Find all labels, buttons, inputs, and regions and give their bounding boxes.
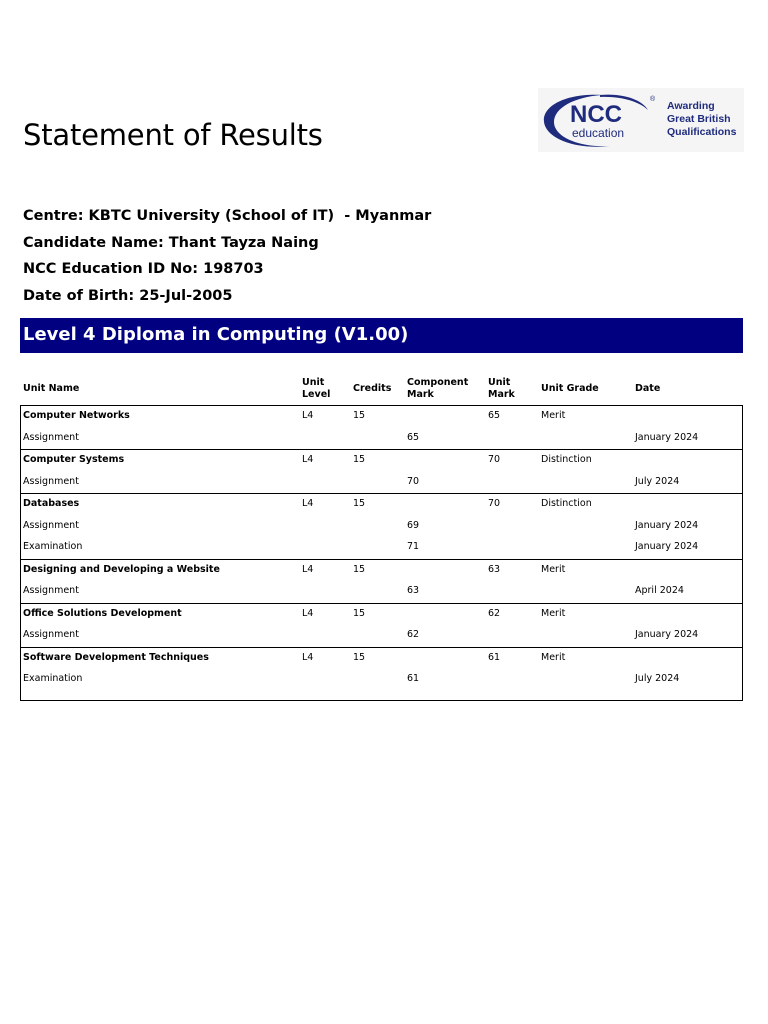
unit-level: L4 xyxy=(302,607,314,619)
unit-group xyxy=(21,449,742,493)
results-table xyxy=(20,405,743,701)
unit-name: Office Solutions Development xyxy=(23,607,182,619)
header-unit-mark: Unit Mark xyxy=(488,377,515,400)
unit-row xyxy=(21,406,742,428)
logo-tagline xyxy=(667,100,736,139)
component-mark: 65 xyxy=(407,431,420,443)
component-date: January 2024 xyxy=(635,629,699,640)
unit-grade: Distinction xyxy=(541,498,592,509)
component-row xyxy=(21,581,742,603)
page-title: Statement of Results xyxy=(23,118,323,152)
component-date: January 2024 xyxy=(635,431,699,443)
unit-row xyxy=(21,450,742,472)
unit-group xyxy=(21,493,742,559)
header-date: Date xyxy=(635,383,661,394)
unit-credits: 15 xyxy=(353,563,366,575)
candidate-info xyxy=(23,206,431,312)
unit-row xyxy=(21,648,742,670)
unit-name: Designing and Developing a Website xyxy=(23,563,220,575)
unit-mark: 62 xyxy=(488,607,501,619)
unit-level: L4 xyxy=(302,563,314,575)
component-type: Assignment xyxy=(23,475,79,487)
unit-mark: 63 xyxy=(488,563,501,575)
unit-name: Databases xyxy=(23,498,80,509)
unit-group xyxy=(21,559,742,603)
registered-mark: ® xyxy=(650,96,656,103)
component-mark: 61 xyxy=(407,673,420,684)
logo-tag-line-3: Qualifications xyxy=(667,126,737,138)
unit-level: L4 xyxy=(302,454,314,465)
component-row xyxy=(21,472,742,494)
logo-tag-line-2: Great British xyxy=(667,113,731,125)
header-credits: Credits xyxy=(353,383,392,394)
component-type: Assignment xyxy=(23,629,79,640)
ncc-swoosh-icon xyxy=(538,88,668,152)
component-row xyxy=(21,625,742,647)
header-unit-level: Unit Level xyxy=(302,377,331,400)
component-date: January 2024 xyxy=(635,541,699,552)
unit-row xyxy=(21,604,742,626)
component-mark: 69 xyxy=(407,519,420,531)
component-type: Assignment xyxy=(23,519,79,531)
logo-tag-line-1: Awarding xyxy=(667,100,715,112)
unit-name: Software Development Techniques xyxy=(23,651,209,663)
component-mark: 63 xyxy=(407,585,420,596)
component-row xyxy=(21,516,742,538)
unit-name: Computer Networks xyxy=(23,410,130,421)
unit-row xyxy=(21,560,742,582)
unit-grade: Distinction xyxy=(541,454,592,465)
component-date: July 2024 xyxy=(635,475,680,487)
header-unit-name: Unit Name xyxy=(23,383,80,394)
candidate-name-line: Candidate Name: Thant Tayza Naing xyxy=(23,234,319,251)
unit-grade: Merit xyxy=(541,651,566,663)
unit-mark: 65 xyxy=(488,410,501,421)
centre-line: Centre: KBTC University (School of IT) - Myanmar xyxy=(23,208,432,224)
unit-group xyxy=(21,647,742,700)
ncc-education-logo xyxy=(538,88,744,152)
logo-brand: NCC xyxy=(570,101,622,128)
component-date: April 2024 xyxy=(635,585,684,596)
unit-mark: 61 xyxy=(488,651,501,663)
unit-group xyxy=(21,603,742,647)
unit-name: Computer Systems xyxy=(23,454,125,465)
unit-grade: Merit xyxy=(541,410,566,421)
component-row xyxy=(21,428,742,450)
header-component-mark: Component Mark xyxy=(407,377,469,400)
unit-row xyxy=(21,494,742,516)
unit-grade: Merit xyxy=(541,607,566,619)
component-mark: 62 xyxy=(407,629,420,640)
component-type: Examination xyxy=(23,673,83,684)
component-date: January 2024 xyxy=(635,519,699,531)
unit-grade: Merit xyxy=(541,563,566,575)
date-of-birth-line: Date of Birth: 25-Jul-2005 xyxy=(23,287,233,304)
unit-level: L4 xyxy=(302,498,314,509)
component-type: Assignment xyxy=(23,431,79,443)
unit-credits: 15 xyxy=(353,498,366,509)
unit-mark: 70 xyxy=(488,498,501,509)
logo-sub: education xyxy=(572,126,625,140)
component-type: Assignment xyxy=(23,585,79,596)
unit-level: L4 xyxy=(302,410,314,421)
unit-credits: 15 xyxy=(353,607,366,619)
qualification-title: Level 4 Diploma in Computing (V1.00) xyxy=(23,324,409,345)
unit-credits: 15 xyxy=(353,651,366,663)
component-row xyxy=(21,669,742,691)
component-date: July 2024 xyxy=(635,673,680,684)
component-type: Examination xyxy=(23,541,83,552)
unit-mark: 70 xyxy=(488,454,501,465)
unit-credits: 15 xyxy=(353,454,366,465)
unit-group xyxy=(21,406,742,449)
unit-credits: 15 xyxy=(353,410,366,421)
candidate-id-line: NCC Education ID No: 198703 xyxy=(23,261,264,277)
component-mark: 71 xyxy=(407,541,420,552)
component-mark: 70 xyxy=(407,475,420,487)
unit-level: L4 xyxy=(302,651,314,663)
qualification-banner xyxy=(20,318,743,353)
component-row xyxy=(21,537,742,559)
header-unit-grade: Unit Grade xyxy=(541,383,599,394)
